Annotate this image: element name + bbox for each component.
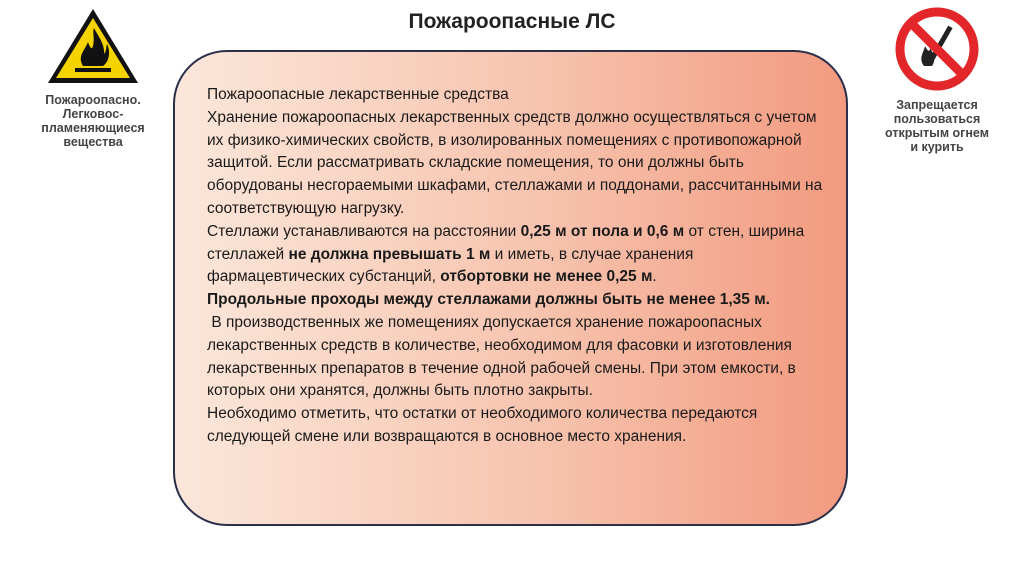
no-fire-sign <box>872 6 1002 154</box>
paragraph-leftovers: Необходимо отметить, что остатки от необходимого количества передаются следующей смене или возвращаются в основное место хранения. <box>207 405 758 445</box>
flammable-caption: Пожароопасно. Легковос- пламеняющиеся вещества <box>41 93 145 149</box>
flammable-warning-icon <box>45 6 141 86</box>
no-fire-caption: Запрещается пользоваться открытым огнем и курить <box>885 98 989 154</box>
page-title: Пожароопасные ЛС <box>408 10 616 33</box>
paragraph-storage: Хранение пожароопасных лекарственных средств должно осуществляться с учетом их физико-химических свойств, в изолированных помещениях с противопожарной защитой. Если рассматривать складские помещения, то они должны быть оборудованы несгораемыми шкафами, стеллажами и поддонами, рассчитанными на соответствующую нагрузку. <box>207 108 823 217</box>
no-open-flame-icon <box>894 6 980 92</box>
paragraph-racks: Стеллажи устанавливаются на расстоянии 0,25 м от пола и 0,6 м от стен, ширина стеллажей не должна превышать 1 м и иметь, в случае хранения фармацевтических субстанций, отбортовки не менее 0,25 м. <box>207 222 805 286</box>
flammable-sign <box>28 6 158 149</box>
content-text <box>207 84 832 449</box>
paragraph-production: В производственных же помещениях допускается хранение пожароопасных лекарственных средств в количестве, необходимом для фасовки и изготовления лекарственных препаратов в течение одной рабочей смены. При этом емкости, в которых они хранятся, должны быть плотно закрыты. <box>207 313 801 400</box>
content-heading: Пожароопасные лекарственные средства <box>207 86 509 103</box>
paragraph-aisles: Продольные проходы между стеллажами должны быть не менее 1,35 м. <box>207 291 770 309</box>
